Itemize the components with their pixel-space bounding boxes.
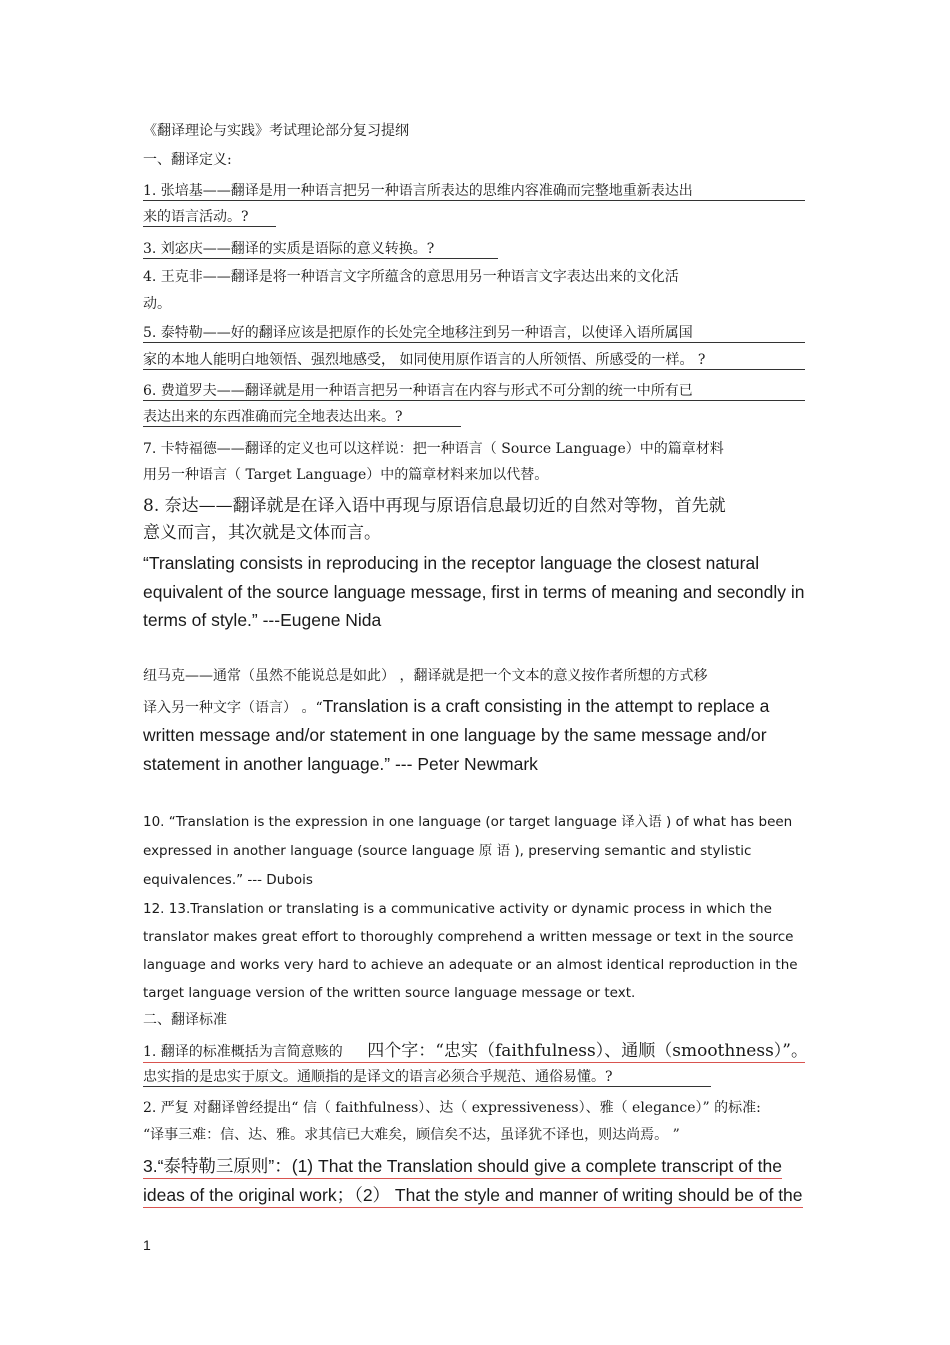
definition-6-line-1: 6. 费道罗夫——翻译就是用一种语言把另一种语言在内容与形式不可分割的统一中所有已 [143, 382, 805, 401]
definition-12-line-3: language and works very hard to achieve an adequate or an almost identical reproduction in the [143, 957, 798, 973]
section-heading-standards: 二、翻译标准 [143, 1012, 227, 1028]
section-heading-definition: 一、翻译定义: [143, 152, 232, 168]
definition-1-line-1: 1. 张培基——翻译是用一种语言把另一种语言所表达的思维内容准确而完整地重新表达出 [143, 182, 805, 201]
newmark-chinese: 译入另一种文字（语言） 。“ [143, 700, 323, 716]
newmark-line-1: 纽马克——通常（虽然不能说总是如此） ，翻译就是把一个文本的意义按作者所想的方式移 [143, 668, 708, 684]
newmark-line-3: written message and/or statement in one language by the same message and/or [143, 725, 767, 745]
standard-3-line-1: 3.“泰特勒三原则”：(1) That the Translation should give a complete transcript of the [143, 1154, 782, 1179]
definition-12-line-2: translator makes great effort to thoroughly comprehend a written message or text in the source [143, 929, 794, 945]
definition-10-line-1: 10. “Translation is the expression in one language (or target language 译入语 ) of what has been [143, 814, 793, 830]
definition-7-line-2: 用另一种语言（ Target Language）中的篇章材料来加以代替。 [143, 467, 549, 483]
nida-quote-line-1: “Translating consists in reproducing in the receptor language the closest natural [143, 553, 760, 573]
definition-5-line-1: 5. 泰特勒——好的翻译应该是把原作的长处完全地移注到另一种语言，以使译入语所属国 [143, 324, 805, 343]
doc-title: 《翻译理论与实践》考试理论部分复习提纲 [143, 123, 409, 139]
nida-quote-line-3: terms of style.” ---Eugene Nida [143, 610, 382, 630]
standard-1-part-1: 1. 翻译的标准概括为言简意赅的 [143, 1044, 343, 1060]
definition-4-line-2: 动。 [143, 296, 171, 312]
definition-10-line-2: expressed in another language (source language 原 语 ), preserving semantic and stylistic [143, 843, 752, 859]
definition-1-line-2: 来的语言活动。? [143, 208, 276, 227]
definition-7-line-1: 7. 卡特福德——翻译的定义也可以这样说：把一种语言（ Source Language）中的篇章材料 [143, 441, 724, 457]
definition-12-line-1: 12. 13.Translation or translating is a communicative activity or dynamic process in which the [143, 901, 772, 917]
standard-1-line-2: 忠实指的是忠实于原文。通顺指的是译文的语言必须合乎规范、通俗易懂。? [143, 1068, 711, 1087]
standard-1-part-2: 四个字：“忠实（faithfulness）、通顺（smoothness）”。 [367, 1041, 808, 1061]
definition-3: 3. 刘宓庆——翻译的实质是语际的意义转换。? [143, 240, 498, 259]
standard-2-line-2: “译事三难：信、达、雅。求其信已大难矣，顾信矣不达，虽译犹不译也，则达尚焉。 ” [143, 1127, 680, 1143]
newmark-line-2 [143, 694, 769, 718]
definition-10-line-3: equivalences.” --- Dubois [143, 872, 313, 888]
standard-3-line-2: ideas of the original work；（2） That the style and manner of writing should be of the [143, 1183, 803, 1208]
standard-2-line-1: 2. 严复 对翻译曾经提出“ 信（ faithfulness）、达（ expressiveness）、雅（ elegance）” 的标准: [143, 1100, 761, 1116]
page-number: 1 [143, 1237, 151, 1253]
nida-quote-line-2: equivalent of the source language message, first in terms of meaning and secondly in [143, 582, 805, 602]
definition-5-line-2: 家的本地人能明白地领悟、强烈地感受， 如同使用原作语言的人所领悟、所感受的一样。 ? [143, 351, 805, 370]
definition-4-line-1: 4. 王克非——翻译是将一种语言文字所蕴含的意思用另一种语言文字表达出来的文化活 [143, 269, 679, 285]
definition-12-line-4: target language version of the written source language message or text. [143, 985, 636, 1001]
definition-8-line-2: 意义而言，其次就是文体而言。 [143, 523, 381, 543]
newmark-english: Translation is a craft consisting in the attempt to replace a [322, 696, 770, 716]
newmark-line-4: statement in another language.” --- Peter Newmark [143, 754, 538, 774]
standard-1-line-1 [143, 1040, 808, 1063]
definition-8-line-1: 8. 奈达——翻译就是在译入语中再现与原语信息最切近的自然对等物，首先就 [143, 496, 726, 516]
definition-6-line-2: 表达出来的东西准确而完全地表达出来。? [143, 408, 461, 427]
